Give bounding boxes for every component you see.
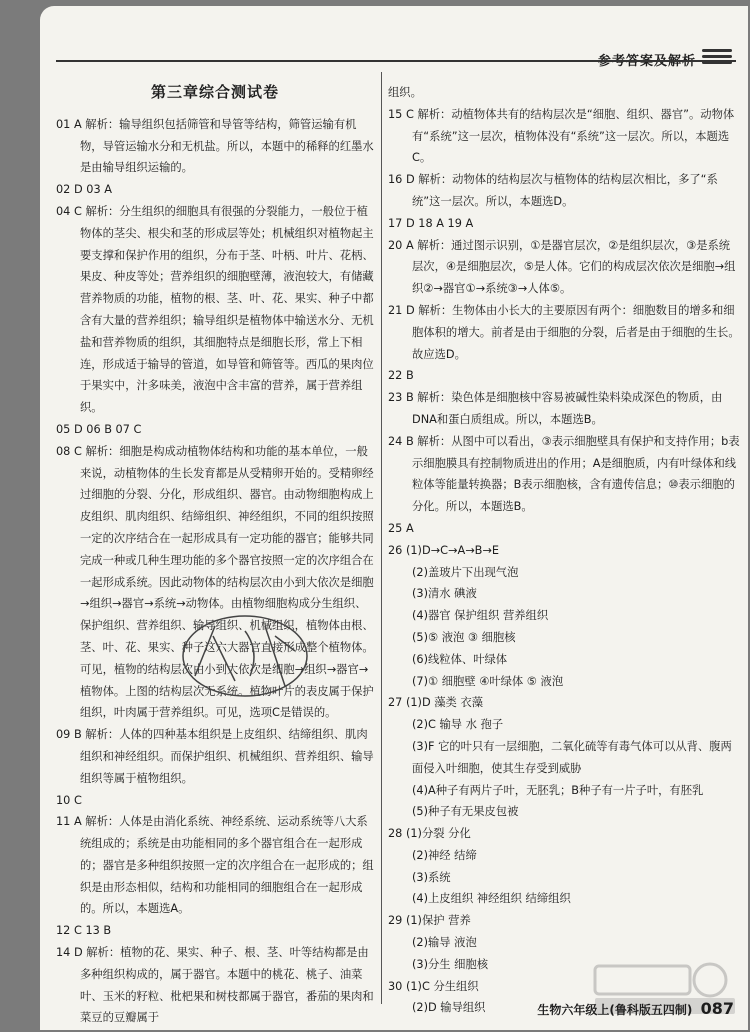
answer-entry: 02 D 03 A — [56, 183, 112, 197]
answer-entry: (3)系统 — [412, 870, 451, 884]
answer-entry: (2)D 输导组织 — [412, 1001, 486, 1015]
answer-entry: 08 C 解析：细胞是构成动植物体结构和功能的基本单位，一般来说，动植物体的生长发育都是从受精卵开始的。受精卵经过细胞的分裂、分化，形成组织、器官。由动物细胞构成上皮组织、肌肉组织、结缔组织、神经组织，不同的组织按照一定的次序结合在一起形成具有一定功能的器官；能够共同完成一种或几种生理功能的多个器官按照一定的次序组合在一起形成系统。因此动物体的结构层次由小到大依次是细胞→组织→器官→系统→动物体。由植物细胞构成分生组织、保护组织、营养组织、输导组织、机械组织，植物体由根、茎、叶、花、果实、种子这六大器官直接形成整个植物体。可见，植物的结构层次由小到大依次是细胞→组织→器官→植物体。上图的结构层次无系统。植物叶片的表皮属于保护组织，叶肉属于营养组织。可见，选项C是错误的。 — [56, 444, 374, 720]
answer-entry: 24 B 解析：从图中可以看出，③表示细胞壁具有保护和支持作用；b表示细胞膜具有控制物质进出的作用；A是细胞质，内有叶绿体和线粒体等能量转换器；B表示细胞核，含有遗传信息；⑩表示细胞的分化。所以，本题选B。 — [388, 434, 740, 514]
answer-entry: (3)分生 细胞核 — [412, 957, 489, 971]
column-divider — [381, 72, 382, 1004]
handwritten-signature — [175, 606, 315, 706]
book-title: 生物六年级上(鲁科版五四制) — [537, 1003, 693, 1017]
right-entries — [388, 82, 740, 1019]
answer-entry: 16 D 解析：动物体的结构层次与植物体的结构层次相比，多了“系统”这一层次。所以，本题选D。 — [388, 173, 718, 208]
answer-entry: (6)线粒体、叶绿体 — [412, 652, 508, 666]
answer-entry: 27 (1)D 藻类 衣藻 — [388, 696, 484, 710]
answer-entry: (2)C 输导 水 孢子 — [412, 718, 504, 732]
answer-entry: (4)A种子有两片子叶，无胚乳；B种子有一片子叶，有胚乳 — [412, 783, 704, 797]
left-column — [56, 82, 374, 1029]
page-footer — [537, 999, 734, 1018]
answer-entry: 28 (1)分裂 分化 — [388, 827, 471, 841]
answer-entry: (5)⑤ 液泡 ③ 细胞核 — [412, 630, 516, 644]
answer-entry: 23 B 解析：染色体是细胞核中容易被碱性染料染成深色的物质，由DNA和蛋白质组成。所以，本题选B。 — [388, 391, 723, 426]
header-rule — [56, 60, 736, 62]
right-column — [388, 82, 740, 1019]
answer-entry: 20 A 解析：通过图示识别，①是器官层次，②是组织层次，③是系统层次，④是细胞层次，⑤是人体。它们的构成层次依次是细胞→组织②→器官①→系统③→人体⑤。 — [388, 238, 736, 296]
answer-entry: 01 A 解析：输导组织包括筛管和导管等结构，筛管运输有机物，导管运输水分和无机盐。所以，本题中的稀释的红墨水是由输导组织运输的。 — [56, 117, 374, 175]
answer-entry: (4)上皮组织 神经组织 结缔组织 — [412, 892, 571, 906]
answer-entry: 11 A 解析：人体是由消化系统、神经系统、运动系统等八大系统组成的；系统是由功能相同的多个器官组合在一起形成的；器官是多种组织按照一定的次序组合在一起形成的；组织是由形态相似，结构和功能相同的细胞组合在一起形成的。所以，本题选A。 — [56, 815, 374, 916]
answer-entry: (2)输导 液泡 — [412, 936, 477, 950]
header-title: 参考答案及解析 — [597, 54, 696, 69]
section-title: 第三章综合测试卷 — [150, 83, 279, 101]
answer-entry: 10 C — [56, 793, 82, 807]
answer-entry: 05 D 06 B 07 C — [56, 422, 142, 436]
answer-entry: 17 D 18 A 19 A — [388, 216, 474, 230]
answer-entry: 09 B 解析：人体的四种基本组织是上皮组织、结缔组织、肌肉组织和神经组织。而保护组织、机械组织、营养组织、输导组织等属于植物组织。 — [56, 728, 374, 785]
answer-entry: 26 (1)D→C→A→B→E — [388, 543, 500, 557]
answer-entry: 15 C 解析：动植物体共有的结构层次是“细胞、组织、器官”。动物体有“系统”这一层次，植物体没有“系统”这一层次。所以，本题选C。 — [388, 107, 735, 165]
answer-entry: (3)清水 碘液 — [412, 587, 477, 601]
book-stack-icon — [702, 46, 732, 68]
answer-entry: 30 (1)C 分生组织 — [388, 979, 479, 993]
left-entries — [56, 114, 374, 1029]
answer-entry: 12 C 13 B — [56, 924, 112, 938]
answer-entry: 29 (1)保护 营养 — [388, 914, 471, 928]
answer-entry: 04 C 解析：分生组织的细胞具有很强的分裂能力，一般位于植物体的茎尖、根尖和茎的形成层等处；机械组织对植物起主要支撑和保护作用的组织，分布于茎、叶柄、叶片、花柄、果皮、种皮等处；营养组织的细胞壁薄，液泡较大，有储藏营养物质的功能，植物的根、茎、叶、花、果实、种子中都含有大量的营养组织；输导组织是植物体中输送水分、无机盐和营养物质的组织，其细胞特点是细胞长形，常上下相连，形成适于输导的管道，如导管和筛管等。西瓜的果肉位于果实中，汁多味美，液泡中含丰富的营养，属于营养组织。 — [56, 204, 374, 415]
answer-entry: 25 A — [388, 521, 414, 535]
answer-entry: 14 D 解析：植物的花、果实、种子、根、茎、叶等结构都是由多种组织构成的，属于器官。本题中的桃花、桃子、油菜叶、玉米的籽粒、枇杷果和树枝都属于器官，番茄的果肉和菜豆的豆瓣属于 — [56, 946, 374, 1025]
answer-entry: (2)盖玻片下出现气泡 — [412, 565, 519, 579]
answer-entry: (4)器官 保护组织 营养组织 — [412, 609, 549, 623]
answer-entry: 22 B — [388, 369, 414, 383]
answer-entry: 组织。 — [388, 86, 422, 99]
answer-entry: 21 D 解析：生物体由小长大的主要原因有两个：细胞数目的增多和细胞体积的增大。前者是由于细胞的分裂，后者是由于细胞的生长。故应选D。 — [388, 303, 740, 361]
answer-entry: (5)种子有无果皮包被 — [412, 805, 519, 819]
page-number: 087 — [700, 999, 734, 1018]
answer-entry: (2)神经 结缔 — [412, 848, 477, 862]
answer-entry: (7)① 细胞壁 ④叶绿体 ⑤ 液泡 — [412, 674, 564, 688]
answer-page — [40, 6, 748, 1030]
answer-entry: (3)F 它的叶只有一层细胞，二氧化硫等有毒气体可以从背、腹两面侵入叶细胞，使其生存受到威胁 — [412, 739, 732, 775]
